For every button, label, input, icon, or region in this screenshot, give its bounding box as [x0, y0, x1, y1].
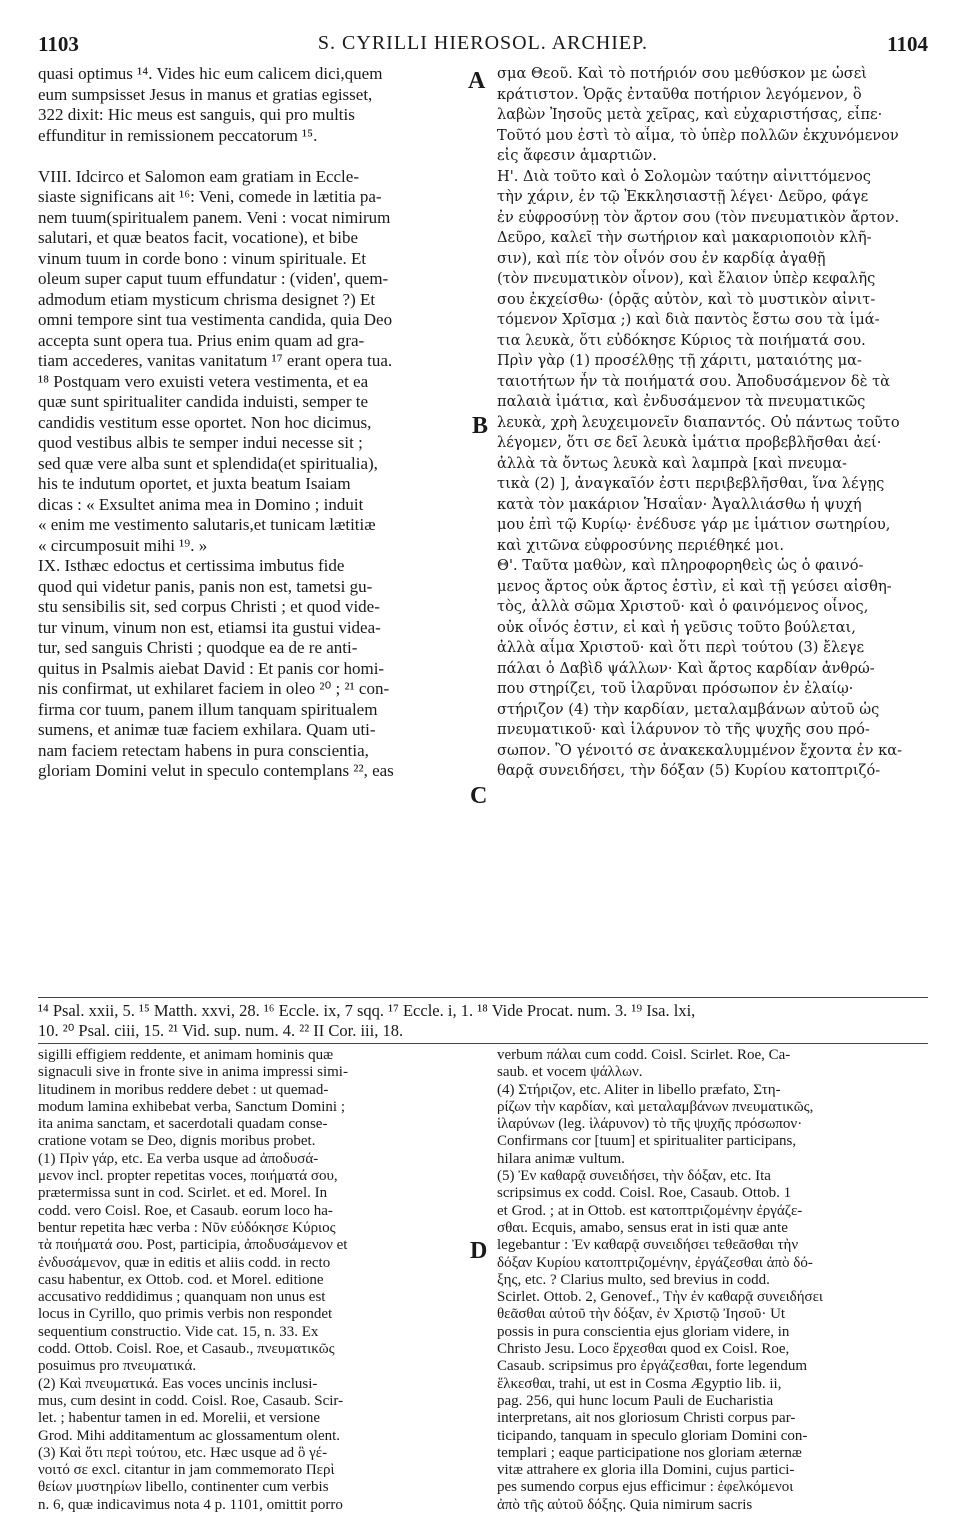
- notes-rule: [38, 1043, 928, 1044]
- greek-text-line: Πρὶν γὰρ (1) προσέλθῃς τῇ χάριτι, ματαιότης μα-: [497, 352, 862, 369]
- footnote-line: ¹⁴ Psal. xxii, 5. ¹⁵ Matth. xxvi, 28. ¹⁶ Eccle. ix, 7 sqq. ¹⁷ Eccle. i, 1. ¹⁸ Vide Procat. num. 3. ¹⁹ Isa. lxi,: [38, 1001, 696, 1020]
- text-line: tur, sed sanguis Christi ; quodque ea de re anti-: [38, 638, 358, 657]
- note-line: n. 6, quæ indicavimus nota 4 p. 1101, omittit porro: [38, 1496, 343, 1513]
- greek-text-line: ταιοτήτων ἦν τὰ ποιήματά σου. Ἀποδυσάμενον δὲ τὰ: [497, 372, 890, 390]
- margin-letter-c: C: [470, 783, 488, 809]
- text-line: nem tuum(spiritualem panem. Veni : vocat nimirum: [38, 207, 391, 227]
- note-line: posuimus pro πνευματικά.: [38, 1358, 197, 1375]
- note-line: τὰ ποιήματά σου. Post, participia, ἀποδυσάμενον et: [38, 1237, 348, 1254]
- notes-column-right: [497, 1047, 927, 1514]
- greek-text-line: τικὰ (2) ], ἀναγκαῖόν ἐστι περιβεβλῆσθαι, ἵνα λέγῃς: [497, 475, 885, 492]
- greek-text-line: στήριζον (4) τὴν καρδίαν, μεταλαμβάνων αὐτοῦ ὡς: [497, 700, 880, 718]
- note-line: ἐνδυσάμενον, quæ in editis et aliis codd. in recto: [38, 1254, 331, 1271]
- note-line: (1) Πρὶν γάρ, etc. Ea verba usque ad ἀποδυσά-: [38, 1150, 319, 1167]
- note-line: (4) Στήριζον, etc. Aliter in libello præfato, Στη-: [497, 1081, 781, 1098]
- note-line: casu habentur, ex Ottob. cod. et Morel. editione: [38, 1271, 324, 1288]
- greek-text-line: λέγομεν, ὅτι σε δεῖ λευκὰ ἱμάτια προβεβλῆσθαι ἀεί·: [497, 434, 882, 451]
- text-line: sumens, et animæ tuæ faciem exhilara. Quam uti-: [38, 720, 376, 739]
- note-line: (5) Ἐν καθαρᾷ συνειδήσει, τὴν δόξαν, etc. Ita: [497, 1168, 771, 1185]
- note-line: cratione votam se Deo, dignis moribus probet.: [38, 1133, 316, 1150]
- note-line: ἱλαρύνων (leg. ἱλάρυνον) τὸ τῆς ψυχῆς πρόσωπον·: [497, 1116, 803, 1133]
- note-line: pag. 256, qui hunc locum Pauli de Eucharistia: [497, 1392, 774, 1409]
- margin-letter-a: A: [468, 68, 486, 94]
- note-line: codd. Ottob. Coisl. Roe, et Casaub., πνευματικῶς: [38, 1341, 335, 1358]
- note-line: let. ; habentur tamen in ed. Morelii, et versione: [38, 1410, 320, 1427]
- note-line: sigilli effigiem reddente, et animam hominis quæ: [38, 1047, 334, 1063]
- text-line: 322 dixit: Hic meus est sanguis, qui pro multis: [38, 105, 355, 124]
- text-line: nam faciem retectam habens in pura conscientia,: [38, 740, 369, 760]
- text-line: tur vinum, vinum non est, etiamsi ita gustui videa-: [38, 617, 381, 637]
- greek-text-line: κατὰ τὸν μακάριον Ἡσαΐαν· Ἀγαλλιάσθω ἡ ψυχή: [497, 495, 862, 513]
- greek-text-line: οὐκ οἶνός ἐστιν, εἰ καὶ ἡ γεῦσις τοῦτο βούλεται,: [497, 618, 856, 636]
- greek-text-line: Η'. Διὰ τοῦτο καὶ ὁ Σολομὼν ταύτην αἰνιττόμενος: [497, 167, 871, 185]
- text-line: quasi optimus ¹⁴. Vides hic eum calicem dici,quem: [38, 64, 383, 83]
- text-line: candidis vestitum esse oportet. Non hoc dicimus,: [38, 412, 372, 432]
- margin-letter-d: D: [470, 1238, 488, 1264]
- greek-text-line: σμα Θεοῦ. Καὶ τὸ ποτήριόν σου μεθύσκον με ὡσεὶ: [497, 65, 867, 82]
- margin-letter-b: B: [472, 413, 489, 439]
- greek-text-line: ἐν εὐφροσύνῃ τὸν ἄρτον σου (τὸν πνευματικὸν ἄρτον.: [497, 208, 900, 226]
- note-line: scripsimus ex codd. Coisl. Roe, Casaub. Ottob. 1: [497, 1185, 792, 1202]
- note-line: mus, cum desint in codd. Coisl. Roe, Casaub. Scir-: [38, 1392, 344, 1409]
- note-line: possis in pura conscientia ejus gloriam videre, in: [497, 1323, 790, 1340]
- note-line: ἕλκεσθαι, trahi, ut est in Cosma Ægyptio lib. ii,: [497, 1375, 782, 1392]
- note-line: legebantur : Ἐν καθαρᾷ συνειδήσει τεθεᾶσθαι τὴν: [497, 1237, 799, 1254]
- greek-text-line: πνευματικοῦ· καὶ ἱλάρυνον τὸ τῆς ψυχῆς σου πρό-: [497, 721, 870, 738]
- text-line: siaste significans ait ¹⁶: Veni, comede in lætitia pa-: [38, 187, 382, 206]
- greek-text-line: τὴν χάριν, ἐν τῷ Ἐκκλησιαστῇ λέγει· Δεῦρο, φάγε: [497, 188, 869, 205]
- latin-column-top: [38, 64, 463, 782]
- note-line: litudinem in moribus reddere debet : ut quemad-: [38, 1081, 329, 1098]
- running-header: [38, 32, 928, 60]
- note-line: Christo Jesu. Loco ἔρχεσθαι quod ex Coisl. Roe,: [497, 1341, 790, 1358]
- note-line: accusativo reddidimus ; quanquam non unus est: [38, 1289, 326, 1306]
- text-line: ¹⁸ Postquam vero exuisti vetera vestimenta, et ea: [38, 371, 369, 391]
- greek-text-line: κράτιστον. Ὁρᾷς ἐνταῦθα ποτήριον λεγόμενον, ὃ: [497, 85, 862, 103]
- text-line: omni tempore sint tua vestimenta candida, quia Deo: [38, 310, 393, 329]
- note-line: Scirlet. Ottob. 2, Genovef., Τὴν ἐν καθαρᾷ συνειδήσει: [497, 1289, 823, 1306]
- note-line: Grod. Mihi additamentum ac glossamentum olent.: [38, 1427, 341, 1444]
- greek-text-line: θαρᾷ συνειδήσει, τὴν δόξαν (5) Κυρίου κατοπτριζό-: [497, 762, 881, 779]
- greek-text-line: λαβὼν Ἰησοῦς μετὰ χεῖρας, καὶ εὐχαριστήσας, εἶπε·: [497, 106, 883, 123]
- text-line: oleum super caput tuum effundatur : (viden', quem-: [38, 269, 389, 288]
- greek-text-line: πάλαι ὁ Δαβὶδ ψάλλων· Καὶ ἄρτος καρδίαν ἀνθρώ-: [497, 659, 875, 677]
- text-line: VIII. Idcirco et Salomon eam gratiam in Eccle-: [38, 166, 359, 186]
- text-line: IX. Isthæc edoctus et certissima imbutus fide: [38, 556, 345, 575]
- text-line: « circumposuit mihi ¹⁹. »: [38, 535, 208, 555]
- note-line: δόξαν Κυρίου κατοπτριζομένην, ἐργάζεσθαι ἀπὸ δό-: [497, 1254, 813, 1271]
- note-line: signaculi sive in fronte sive in anima impressi simi-: [38, 1064, 348, 1081]
- text-line: quod qui videtur panis, panis non est, tametsi gu-: [38, 576, 373, 596]
- running-title: S. CYRILLI HIEROSOL. ARCHIEP.: [317, 32, 649, 54]
- note-line: modum lamina exhibebat verba, Sanctum Domini ;: [38, 1098, 346, 1115]
- greek-text-line: Θ'. Ταῦτα μαθὼν, καὶ πληροφορηθεὶς ὡς ὁ φαινό-: [497, 557, 864, 574]
- note-line: verbum πάλαι cum codd. Coisl. Scirlet. Roe, Ca-: [497, 1047, 791, 1063]
- source-footnotes: [38, 1001, 928, 1041]
- note-line: codd. vero Coisl. Roe, et Casaub. eorum loco ha-: [38, 1202, 333, 1219]
- greek-text-line: τια λευκὰ, ὅτι εὐδόκησε Κύριος τὰ ποιήματά σου.: [497, 331, 866, 349]
- greek-text-line: τόμενον Χρῖσμα ;) καὶ διὰ παντὸς ἔστω σου τὰ ἱμά-: [497, 311, 880, 328]
- note-line: bentur repetita hæc verba : Νῦν εὐδόκησε Κύριος: [38, 1219, 336, 1236]
- greek-text-line: εἰς ἄφεσιν ἁμαρτιῶν.: [497, 147, 657, 164]
- greek-text-line: σωπον. Ὃ γένοιτό σε ἀνακεκαλυμμένον ἔχοντα ἐν κα-: [497, 741, 903, 759]
- note-line: ticipando, tanquam in speculo gloriam Domini con-: [497, 1427, 808, 1444]
- note-line: ξης, etc. ? Clarius multo, sed brevius in codd.: [497, 1271, 770, 1288]
- text-line: gloriam Domini velut in speculo contemplans ²², eas: [38, 761, 394, 780]
- text-line: tiam accederes, vanitas vanitatum ¹⁷ erant opera tua.: [38, 351, 393, 370]
- text-line: effunditur in remissionem peccatorum ¹⁵.: [38, 125, 318, 145]
- text-line: « enim me vestimento salutaris,et tunicam lætitiæ: [38, 515, 376, 534]
- greek-text-line: σου ἐκχείσθω· (ὁρᾷς αὐτὸν, καὶ τὸ μυστικὸν αἰνιτ-: [497, 290, 876, 308]
- note-line: θείων μυστηρίων libello, continenter cum verbis: [38, 1479, 329, 1496]
- note-line: ρίζων τὴν καρδίαν, καὶ μεταλαμβάνων πνευματικῶς,: [497, 1098, 814, 1115]
- greek-text-line: Δεῦρο, καλεῖ τὴν σωτήριον καὶ μακαριοποιὸν κλῆ-: [497, 229, 872, 246]
- note-line: νοιτό σε excl. citantur in jam commemorato Περὶ: [38, 1462, 335, 1479]
- greek-column-top: [497, 64, 927, 782]
- notes-column-left: [38, 1047, 468, 1514]
- note-line: θεᾶσθαι αὐτοῦ τὴν δόξαν, ἐν Χριστῷ Ἰησοῦ· Ut: [497, 1306, 786, 1323]
- text-line: nis confirmat, ut exhilaret faciem in oleo ²⁰ ; ²¹ con-: [38, 679, 390, 698]
- text-line: eum sumpsisset Jesus in manus et gratias egisset,: [38, 84, 373, 104]
- note-line: (2) Καὶ πνευματικά. Eas voces uncinis inclusi-: [38, 1375, 318, 1392]
- greek-text-line: Τοῦτό μου ἐστὶ τὸ αἷμα, τὸ ὑπὲρ πολλῶν ἐκχυνόμενον: [497, 126, 899, 144]
- note-line: saub. et vocem ψάλλων.: [497, 1064, 643, 1081]
- text-line: sed quæ vere alba sunt et splendida(et spiritualia),: [38, 453, 378, 473]
- text-line: quod vestibus albis te semper indui necesse sit ;: [38, 433, 363, 452]
- note-line: prætermissa sunt in cod. Scirlet. et ed. Morel. In: [38, 1185, 328, 1202]
- note-line: hilara animæ vultum.: [497, 1150, 625, 1167]
- note-line: Casaub. scripsimus pro ἐργάζεσθαι, forte legendum: [497, 1358, 807, 1375]
- greek-text-line: μου ἐπὶ τῷ Κυρίῳ· ἐνέδυσε γάρ με ἱμάτιον σωτηρίου,: [497, 516, 891, 533]
- greek-text-line: καὶ χιτῶνα εὐφροσύνης περιέθηκέ μοι.: [497, 536, 785, 554]
- note-line: (3) Καὶ ὅτι περὶ τούτου, etc. Hæc usque ad ὃ γέ-: [38, 1444, 328, 1461]
- footnote-line: 10. ²⁰ Psal. ciii, 15. ²¹ Vid. sup. num. 4. ²² II Cor. iii, 18.: [38, 1021, 404, 1040]
- text-line: salutari, et quæ beatos facit, vocatione), et bibe: [38, 228, 359, 247]
- note-line: μενον incl. propter repetitas voces, ποιήματά σου,: [38, 1168, 338, 1185]
- text-line: admodum etiam mysticum chrisma designet ?) Et: [38, 289, 376, 309]
- note-line: vitæ attrahere ex gloria illa Domini, cujus partici-: [497, 1462, 795, 1479]
- text-line: vinum tuum in corde bono : vinum spirituale. Et: [38, 248, 367, 268]
- note-line: ita anima sanctam, et sacerdotali quadam conse-: [38, 1116, 328, 1133]
- greek-text-line: ἀλλὰ τὰ ὄντως λευκὰ καὶ λαμπρὰ [καὶ πνευμα-: [497, 454, 847, 472]
- text-line: accepta sunt opera tua. Prius enim quam ad gra-: [38, 330, 365, 350]
- note-line: interpretans, ait nos gloriosum Christi corpus par-: [497, 1410, 796, 1427]
- greek-text-line: σιν), καὶ πίε τὸν οἶνόν σου ἐν καρδίᾳ ἀγαθῇ: [497, 249, 826, 267]
- text-line: firma cor tuum, panem illum tanquam spiritualem: [38, 699, 378, 719]
- note-line: ἀπὸ τῆς αὐτοῦ δόξης. Quia nimirum sacris: [497, 1496, 753, 1513]
- note-line: pes sumendo corpus ejus efficimur : ἐφελκόμενοι: [497, 1479, 794, 1496]
- greek-text-line: που στηρίζει, τοῦ ἱλαρῦναι πρόσωπον ἐν ἐλαίῳ·: [497, 680, 854, 697]
- note-line: et Grod. ; at in Ottob. est κατοπτριζομένην ἐργάζε-: [497, 1202, 803, 1219]
- text-line: quæ sunt spiritualiter candida induisti, semper te: [38, 392, 369, 411]
- note-line: σθαι. Ecquis, amabo, sensus erat in isti quæ ante: [497, 1219, 788, 1236]
- greek-text-line: (τὸν πνευματικὸν οἶνον), καὶ ἔλαιον ὑπὲρ κεφαλῆς: [497, 270, 876, 287]
- greek-text-line: τὸς, ἀλλὰ σῶμα Χριστοῦ· καὶ ὁ φαινόμενος οἶνος,: [497, 598, 869, 615]
- footnote-rule: [38, 997, 928, 998]
- note-line: locus in Cyrillo, quo primis verbis non respondet: [38, 1306, 333, 1323]
- page-number-right: 1104: [887, 32, 928, 56]
- greek-text-line: μενος ἄρτος οὐκ ἄρτος ἐστὶν, εἰ καὶ τῇ γεύσει αἰσθη-: [497, 577, 892, 595]
- greek-text-line: παλαιὰ ἱμάτια, καὶ ἐνδυσάμενον τὰ πνευματικῶς: [497, 393, 866, 410]
- page-number-left: 1103: [38, 32, 79, 56]
- text-line: [38, 146, 463, 167]
- text-line: quitus in Psalmis aiebat David : Et panis cor homi-: [38, 658, 385, 678]
- text-line: stu sensibilis sit, sed corpus Christi ; et quod vide-: [38, 597, 380, 616]
- greek-text-line: ἀλλὰ αἷμα Χριστοῦ· καὶ ὅτι περὶ τούτου (3) ἔλεγε: [497, 639, 865, 656]
- greek-text-line: λευκὰ, χρὴ λευχειμονεῖν διαπαντός. Οὐ πάντως τοῦτο: [497, 413, 900, 431]
- note-line: Confirmans cor [tuum] et spiritualiter participans,: [497, 1133, 797, 1150]
- note-line: sequentium constructio. Vide cat. 15, n. 33. Ex: [38, 1323, 319, 1340]
- text-line: his te indutum oportet, et juxta beatum Isaiam: [38, 474, 351, 493]
- note-line: templari ; eaque participatione nos gloriam æternæ: [497, 1444, 802, 1461]
- text-line: dicas : « Exsultet anima mea in Domino ; induit: [38, 494, 364, 514]
